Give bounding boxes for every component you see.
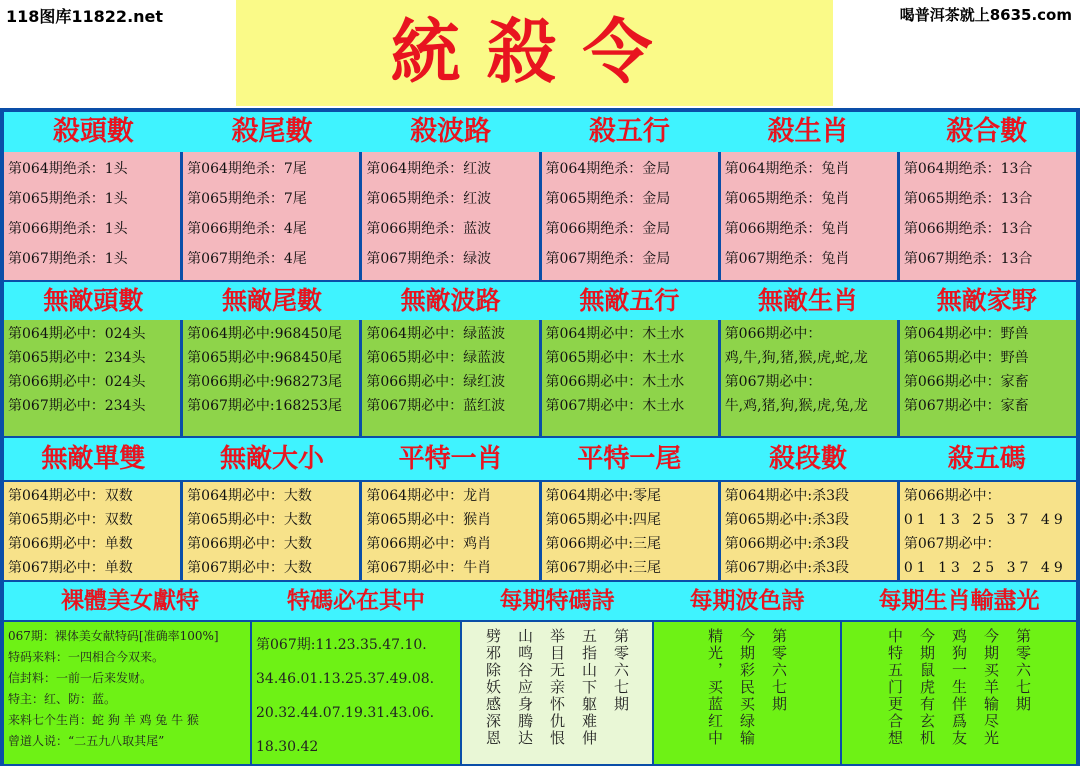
special-numbers-panel xyxy=(252,622,460,764)
table-cell: 第064期必中：双数 xyxy=(8,488,133,504)
special-poem-panel xyxy=(462,622,652,764)
table-cell: 第064期必中：龙肖 xyxy=(366,488,492,504)
poem-column: 鸡狗一生伴爲友 xyxy=(950,628,968,747)
panel-line: 34.46.01.13.25.37.49.08. xyxy=(256,671,435,687)
third-col xyxy=(900,482,1076,580)
third-header: 殺五碼 xyxy=(947,444,1026,474)
table-cell: 第067期必中：家畜 xyxy=(903,398,1029,414)
table-cell: 第067期必中：牛肖 xyxy=(366,560,492,576)
poem-column: 劈邪除妖感深恩 xyxy=(484,628,502,747)
poem-column: 今期鼠虎有玄机 xyxy=(918,628,936,747)
site-label-right[interactable]: 喝普洱茶就上8635.com xyxy=(899,6,1072,24)
table-cell: 第066期必中：024头 xyxy=(8,374,146,390)
table-cell: 牛,鸡,猪,狗,猴,虎,兔,龙 xyxy=(724,398,868,414)
poem-column: 举目无亲怀仇恨 xyxy=(548,628,566,747)
table-cell: 第064期必中:零尾 xyxy=(545,488,661,504)
table-cell: 01 13 25 37 49 xyxy=(903,560,1067,576)
table-cell: 第064期绝杀：1头 xyxy=(8,161,128,177)
table-cell: 第065期绝杀：金局 xyxy=(545,191,671,207)
win-col xyxy=(362,320,538,436)
table-cell: 第066期必中:杀3段 xyxy=(724,536,850,552)
site-label-left[interactable]: 118图库11822.net xyxy=(6,7,164,26)
third-col xyxy=(362,482,538,580)
kill-col xyxy=(900,152,1076,280)
table-cell: 第066期必中:968273尾 xyxy=(187,374,343,390)
table-cell: 第064期绝杀：兔肖 xyxy=(724,161,850,177)
table-cell: 第065期必中：双数 xyxy=(8,512,133,528)
poem-column: 第零六七期 xyxy=(1014,628,1032,713)
table-cell: 第066期必中:三尾 xyxy=(545,536,661,552)
bottom-header: 每期生肖輸盡光 xyxy=(878,587,1040,614)
third-col xyxy=(183,482,359,580)
kill-header: 殺合數 xyxy=(946,116,1028,147)
table-cell: 第067期必中:杀3段 xyxy=(724,560,850,576)
third-header: 無敵單雙 xyxy=(41,444,146,474)
kill-col xyxy=(362,152,538,280)
bottom-header: 每期特碼詩 xyxy=(499,587,615,614)
table-cell: 第066期必中：木土水 xyxy=(545,374,685,390)
table-cell: 第064期必中:杀3段 xyxy=(724,488,850,504)
win-header: 無敵五行 xyxy=(579,286,680,315)
panel-line: 第067期:11.23.35.47.10. xyxy=(256,637,427,653)
table-cell: 第065期绝杀：兔肖 xyxy=(724,191,850,207)
win-col xyxy=(721,320,897,436)
poem-column: 中特五门更合想 xyxy=(886,628,904,747)
banner-title: 統殺令 xyxy=(390,10,679,93)
win-header: 無敵頭數 xyxy=(43,286,144,315)
kill-header: 殺尾數 xyxy=(231,116,313,147)
panel-line: 067期：裸体美女献特码[准确率100%] xyxy=(8,629,219,643)
table-cell: 第064期绝杀：7尾 xyxy=(187,161,307,177)
table-cell: 第065期必中:杀3段 xyxy=(724,512,850,528)
poem-column: 第零六七期 xyxy=(612,628,630,713)
panel-line: 来料七个生肖：蛇 狗 羊 鸡 兔 牛 猴 xyxy=(8,713,199,727)
table-cell: 第067期必中:168253尾 xyxy=(187,398,343,414)
table-cell: 第067期必中： xyxy=(724,374,822,390)
table-cell: 第065期必中:968450尾 xyxy=(187,350,343,366)
table-cell: 第067期必中：单数 xyxy=(8,560,133,576)
table-cell: 第065期必中：大数 xyxy=(187,512,312,528)
third-table xyxy=(4,482,1076,580)
poem-column: 今期买羊输尽光 xyxy=(982,628,1000,747)
win-col xyxy=(900,320,1076,436)
kill-header: 殺五行 xyxy=(588,116,670,147)
win-header: 無敵生肖 xyxy=(758,286,859,315)
table-cell: 第065期绝杀：1头 xyxy=(8,191,128,207)
table-cell: 第066期必中：单数 xyxy=(8,536,133,552)
table-cell: 第064期绝杀：金局 xyxy=(545,161,671,177)
table-cell: 第064期必中：木土水 xyxy=(545,326,685,342)
table-cell: 鸡,牛,狗,猪,猴,虎,蛇,龙 xyxy=(724,350,868,366)
bottom-header: 裸體美女獻特 xyxy=(61,587,199,614)
kill-header: 殺生肖 xyxy=(767,116,849,147)
panel-line: 特码来料：一四相合今双来。 xyxy=(8,650,165,664)
table-cell: 第065期必中：木土水 xyxy=(545,350,685,366)
wave-poem-panel xyxy=(654,622,840,764)
table-cell: 第067期必中： xyxy=(903,536,1001,552)
kill-col xyxy=(183,152,359,280)
table-cell: 第067期必中：蓝红波 xyxy=(366,398,506,414)
poem-column: 第零六七期 xyxy=(770,628,788,713)
table-cell: 第065期必中：234头 xyxy=(8,350,146,366)
table-cell: 第067期绝杀：绿波 xyxy=(366,251,492,267)
panel-line: 18.30.42 xyxy=(256,739,319,755)
table-cell: 第066期绝杀：13合 xyxy=(903,221,1033,237)
table-cell: 第065期绝杀：7尾 xyxy=(187,191,307,207)
poem-column: 精光，买蓝红中 xyxy=(706,628,724,747)
poem-column: 今期彩民买绿输 xyxy=(738,628,756,747)
panel-line: 特主：红、防：蓝。 xyxy=(8,692,117,706)
win-col xyxy=(4,320,180,436)
poem-column: 山鸣谷应身腾达 xyxy=(516,628,534,747)
table-cell: 第065期必中：猴肖 xyxy=(366,512,492,528)
table-cell: 第064期必中:968450尾 xyxy=(187,326,343,342)
table-cell: 第064期必中：野兽 xyxy=(903,326,1029,342)
table-cell: 第067期必中：大数 xyxy=(187,560,312,576)
kill-col xyxy=(542,152,718,280)
table-cell: 第066期必中： xyxy=(903,488,1001,504)
win-header-row xyxy=(4,282,1076,320)
table-cell: 第066期必中：绿红波 xyxy=(366,374,506,390)
kill-table xyxy=(4,152,1076,280)
third-header: 無敵大小 xyxy=(220,444,325,474)
kill-col xyxy=(4,152,180,280)
table-cell: 第064期必中：大数 xyxy=(187,488,312,504)
win-col xyxy=(183,320,359,436)
third-header-row xyxy=(4,438,1076,480)
table-cell: 第067期绝杀：兔肖 xyxy=(724,251,850,267)
table-cell: 第066期绝杀：金局 xyxy=(545,221,671,237)
third-header: 平特一肖 xyxy=(398,444,503,474)
table-cell: 第066期必中：鸡肖 xyxy=(366,536,492,552)
panel-line: 20.32.44.07.19.31.43.06. xyxy=(256,705,435,721)
zodiac-poem-panel xyxy=(842,622,1076,764)
panel-line: 信封料：一前一后来发财。 xyxy=(8,671,153,685)
table-cell: 第067期绝杀：1头 xyxy=(8,251,128,267)
win-col xyxy=(542,320,718,436)
table-cell: 第067期必中：木土水 xyxy=(545,398,685,414)
bottom-header: 特碼必在其中 xyxy=(287,587,425,614)
table-cell: 第065期绝杀：红波 xyxy=(366,191,492,207)
panel-line: 曾道人说：“二五九八取其尾” xyxy=(8,734,165,748)
table-cell: 第066期绝杀：4尾 xyxy=(187,221,307,237)
third-col xyxy=(542,482,718,580)
beauty-panel xyxy=(4,622,250,764)
win-header: 無敵家野 xyxy=(936,286,1037,315)
kill-header: 殺波路 xyxy=(410,116,492,147)
table-cell: 第067期必中:三尾 xyxy=(545,560,661,576)
table-cell: 第065期必中：野兽 xyxy=(903,350,1029,366)
table-cell: 第067期绝杀：4尾 xyxy=(187,251,307,267)
win-table xyxy=(4,320,1076,436)
table-cell: 第066期必中： xyxy=(724,326,822,342)
table-cell: 第066期绝杀：1头 xyxy=(8,221,128,237)
win-header: 無敵尾數 xyxy=(222,286,323,315)
table-cell: 第064期绝杀：红波 xyxy=(366,161,492,177)
table-cell: 第064期必中：绿蓝波 xyxy=(366,326,506,342)
third-header: 平特一尾 xyxy=(577,444,682,474)
table-cell: 第066期绝杀：兔肖 xyxy=(724,221,850,237)
table-cell: 第067期必中：234头 xyxy=(8,398,146,414)
table-cell: 第067期绝杀：金局 xyxy=(545,251,671,267)
table-cell: 第065期必中：绿蓝波 xyxy=(366,350,506,366)
table-cell: 第066期必中：大数 xyxy=(187,536,312,552)
table-cell: 01 13 25 37 49 xyxy=(903,512,1067,528)
table-cell: 第067期绝杀：13合 xyxy=(903,251,1033,267)
table-cell: 第065期必中:四尾 xyxy=(545,512,661,528)
third-col xyxy=(721,482,897,580)
kill-header-row xyxy=(4,112,1076,152)
bottom-header: 每期波色詩 xyxy=(689,587,805,614)
kill-header: 殺頭數 xyxy=(52,116,134,147)
third-col xyxy=(4,482,180,580)
kill-col xyxy=(721,152,897,280)
table-cell: 第066期绝杀：蓝波 xyxy=(366,221,492,237)
poem-column: 五指山下躯难伸 xyxy=(580,628,598,747)
table-cell: 第064期必中：024头 xyxy=(8,326,146,342)
table-cell: 第065期绝杀：13合 xyxy=(903,191,1033,207)
third-header: 殺段數 xyxy=(769,444,848,474)
table-cell: 第066期必中：家畜 xyxy=(903,374,1029,390)
table-cell: 第064期绝杀：13合 xyxy=(903,161,1033,177)
win-header: 無敵波路 xyxy=(400,286,501,315)
